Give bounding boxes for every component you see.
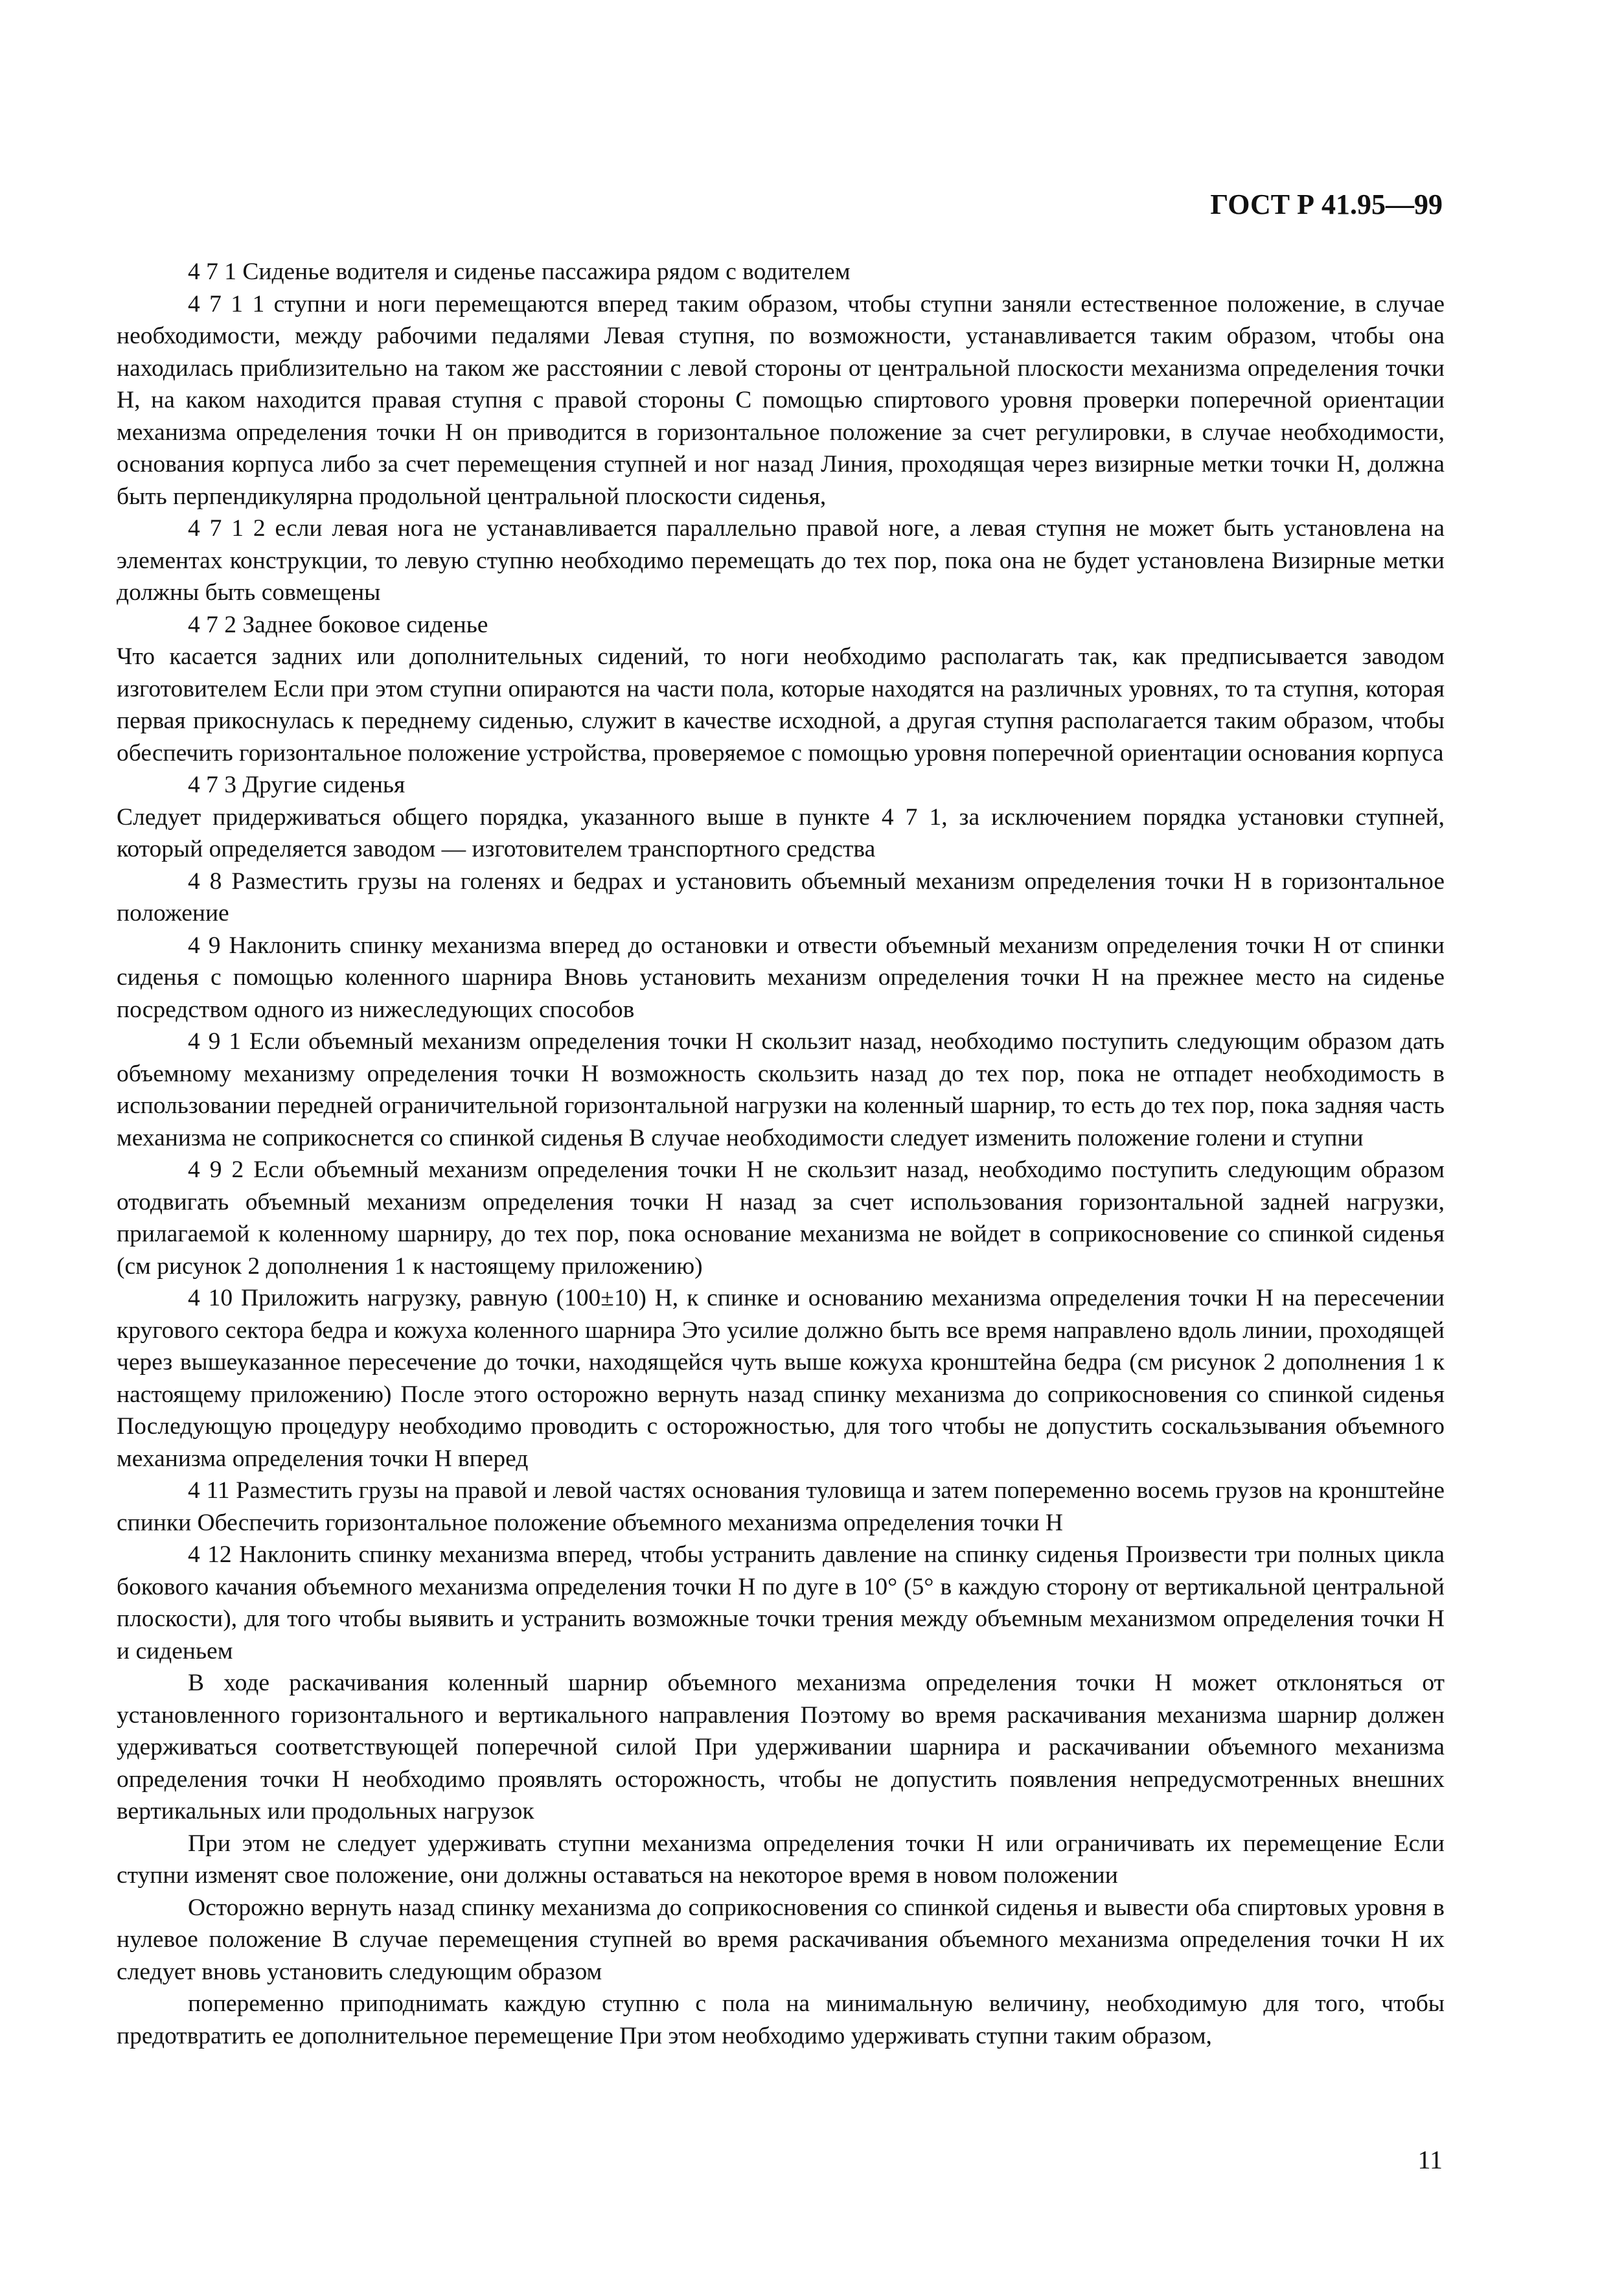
document-body	[117, 256, 1445, 2052]
paragraph: попеременно приподнимать каждую ступню с пола на минимальную величину, необходимую для того, чтобы предотвратить ее дополнительное перемещение При этом необходимо удерживать ступни таким образом,	[117, 1990, 1445, 2049]
paragraph: 4 9 Наклонить спинку механизма вперед до остановки и отвести объемный механизм определения точки Н от спинки сиденья с помощью коленного шарнира Вновь установить механизм определения точки Н на прежнее место на сиденье посредством одного из нижеследующих способов	[117, 932, 1445, 1023]
paragraph: 4 7 3 Другие сиденья	[188, 772, 406, 798]
paragraph: 4 11 Разместить грузы на правой и левой частях основания туловища и затем попеременно восемь грузов на кронштейне спинки Обеспечить горизонтальное положение объемного механизма определения точки Н	[117, 1477, 1445, 1536]
page-number: 11	[1417, 2145, 1443, 2174]
paragraph: 4 7 1 2 если левая нога не устанавливается параллельно правой ноге, а левая ступня не может быть установлена на элементах конструкции, то левую ступню необходимо перемещать до тех пор, пока она не будет установлена Визирные метки должны быть совмещены	[117, 515, 1445, 606]
paragraph: 4 10 Приложить нагрузку, равную (100±10) Н, к спинке и основанию механизма определения точки Н на пересечении кругового сектора бедра и кожуха коленного шарнира Это усилие должно быть все время направлено вдоль линии, проходящей через вышеуказанное пересечение до точки, находящейся чуть выше кожуха кронштейна бедра (см рисунок 2 дополнения 1 к настоящему приложению) После этого осторожно вернуть назад спинку механизма до соприкосновения со спинкой сиденья Последующую процедуру необходимо проводить с осторожностью, для того чтобы не допустить соскальзывания объемного механизма определения точки Н вперед	[117, 1285, 1445, 1472]
paragraph: При этом не следует удерживать ступни механизма определения точки Н или ограничивать их перемещение Если ступни изменят свое положение, они должны оставаться на некоторое время в новом положении	[117, 1830, 1445, 1889]
paragraph: 4 12 Наклонить спинку механизма вперед, чтобы устранить давление на спинку сиденья Произвести три полных цикла бокового качания объемного механизма определения точки Н по дуге в 10° (5° в каждую сторону от вертикальной центральной плоскости), для того чтобы выявить и устранить возможные точки трения между объемным механизмом определения точки Н и сиденьем	[117, 1541, 1445, 1664]
paragraph: 4 7 1 1 ступни и ноги перемещаются вперед таким образом, чтобы ступни заняли естественное положение, в случае необходимости, между рабочими педалями Левая ступня, по возможности, устанавливается таким образом, чтобы она находилась приблизительно на таком же расстоянии с левой стороны от центральной плоскости механизма определения точки Н, на каком находится правая ступня с правой стороны С помощью спиртового уровня проверки поперечной ориентации механизма определения точки Н он приводится в горизонтальное положение за счет регулировки, в случае необходимости, основания корпуса либо за счет перемещения ступней и ног назад Линия, проходящая через визирные метки точки Н, должна быть перпендикулярна продольной центральной плоскости сиденья,	[117, 290, 1445, 510]
paragraph: Что касается задних или дополнительных сидений, то ноги необходимо располагать так, как предписывается заводом изготовителем Если при этом ступни опираются на части пола, которые находятся на различных уровнях, то та ступня, которая первая прикоснулась к переднему сиденью, служит в качестве исходной, а другая ступня располагается таким образом, чтобы обеспечить горизонтальное положение устройства, проверяемое с помощью уровня поперечной ориентации основания корпуса	[117, 643, 1445, 766]
paragraph: 4 8 Разместить грузы на голенях и бедрах и установить объемный механизм определения точки Н в горизонтальное положение	[117, 868, 1445, 926]
paragraph: Осторожно вернуть назад спинку механизма до соприкосновения со спинкой сиденья и вывести оба спиртовых уровня в нулевое положение В случае перемещения ступней во время раскачивания объемного механизма определения точки Н их следует вновь установить следующим образом	[117, 1894, 1445, 1985]
paragraph: 4 7 1 Сиденье водителя и сиденье пассажира рядом с водителем	[188, 259, 851, 285]
paragraph: В ходе раскачивания коленный шарнир объемного механизма определения точки Н может отклоняться от установленного горизонтального и вертикального направления Поэтому во время раскачивания механизма шарнир должен удерживаться соответствующей поперечной силой При удерживании шарнира и раскачивании объемного механизма определения точки Н необходимо проявлять осторожность, чтобы не допустить появления непредусмотренных внешних вертикальных или продольных нагрузок	[117, 1670, 1445, 1824]
paragraph: 4 9 2 Если объемный механизм определения точки Н не скользит назад, необходимо поступить следующим образом отодвигать объемный механизм определения точки Н назад за счет использования горизонтальной задней нагрузки, прилагаемой к коленному шарниру, до тех пор, пока основание механизма не войдет в соприкосновение со спинкой сиденья (см рисунок 2 дополнения 1 к настоящему приложению)	[117, 1156, 1445, 1280]
paragraph: 4 9 1 Если объемный механизм определения точки Н скользит назад, необходимо поступить следующим образом дать объемному механизму определения точки Н возможность скользить назад до тех пор, пока не отпадет необходимость в использовании передней ограничительной горизонтальной нагрузки на коленный шарнир, то есть до тех пор, пока задняя часть механизма не соприкоснется со спинкой сиденья В случае необходимости следует изменить положение голени и ступни	[117, 1028, 1445, 1151]
document-code: ГОСТ Р 41.95—99	[1210, 189, 1443, 220]
paragraph: Следует придерживаться общего порядка, указанного выше в пункте 4 7 1, за исключением порядка установки ступней, который определяется заводом — изготовителем транспортного средства	[117, 803, 1445, 862]
paragraph: 4 7 2 Заднее боковое сиденье	[188, 611, 488, 638]
